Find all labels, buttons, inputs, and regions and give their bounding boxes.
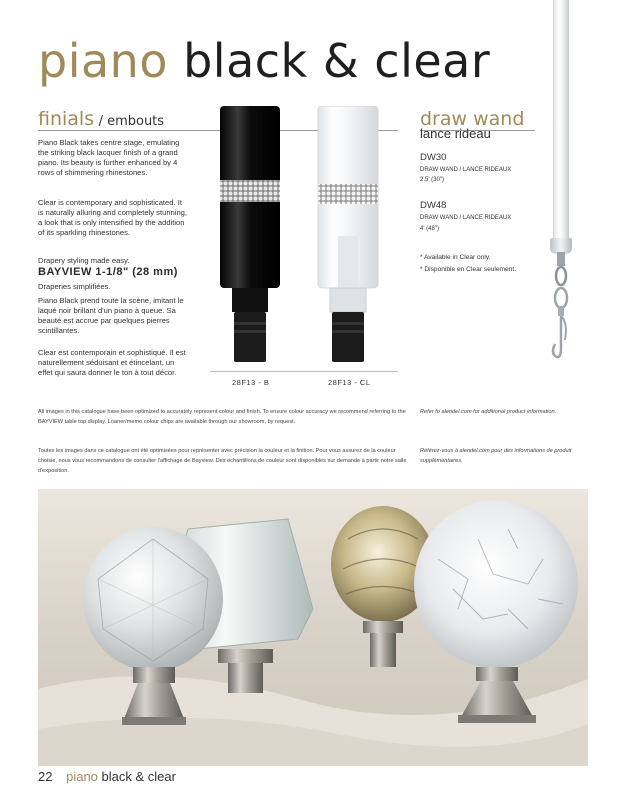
disclaimer-fr: Toutes les images dans ce catalogue ont été optimisées pour représenter avec précision la couleur et la finition. Pour vous assurez de la couleur choisie, nous vous recommandons de consulter l'affichage de Bayview. Des échantillons de couleur sont disponibles sur demande à partir notre salle d'exposition. (38, 448, 407, 474)
finials-styling-fr: Draperies simplifiées. (38, 282, 111, 291)
draw-wand-subtitle: lance rideau (420, 126, 491, 141)
dw30-size: 2.5' (30") (420, 177, 444, 183)
finials-styling-en: Drapery styling made easy. (38, 256, 130, 265)
bayview-size-label: BAYVIEW 1-1/8" (28 mm) (38, 266, 178, 278)
reference-note-en: Refer to alendel.com for additional product information. (420, 409, 557, 415)
finials-description-fr-2: Clear est contemporain et sophistiqué. Il est naturellement séduisant et étincelant, un effet qui saura donner le ton à tout décor. (38, 348, 186, 377)
product-code-clear: 28F13 - CL (328, 378, 371, 387)
finials-heading (38, 108, 164, 130)
finials-description-en-1: Piano Black takes centre stage, emulating the striking black lacquer finish of a grand piano. Its beauty is further enhanced by 4 rows of shimmering rhinestones. (38, 138, 180, 177)
finials-title: finials (38, 108, 95, 130)
draw-wand-title: draw wand (420, 108, 525, 130)
finials-lifestyle-photo (38, 489, 588, 766)
draw-wand-rod-image (553, 0, 569, 250)
page-title (38, 36, 490, 86)
dw48-size: 4' (48") (420, 226, 439, 232)
product-code-black: 28F13 - B (232, 378, 270, 387)
dw48-description: DRAW WAND / LANCE RIDEAUX (420, 215, 512, 221)
finial-clear-image (316, 106, 380, 368)
footer-word-black-clear: black & clear (101, 769, 176, 784)
footer-word-piano: piano (66, 769, 98, 784)
availability-note-fr: * Disponible en Clear seulement. (420, 266, 517, 273)
dw30-description: DRAW WAND / LANCE RIDEAUX (420, 167, 512, 173)
finials-description-en-2: Clear is contemporary and sophisticated. It is naturally alluring and completely stunning, a look that is only intensified by the addition of its sparkling rhinestones. (38, 198, 188, 237)
finials-description-fr-1: Piano Black prend toute la scène, imitant le laqué noir brillant d'un piano à queue. Sa beauté est accrue par quelques pierres scintillantes. (38, 296, 184, 335)
page-footer (38, 769, 176, 784)
title-word-black-clear: black & clear (183, 34, 491, 88)
disclaimer-en: All images in this catalogue have been optimized to accurately represent colour and finish. To ensure colour accuracy we recommend referring to the BAYVIEW table top display. Loaner/memo colour chips are available through our showroom, by request. (38, 409, 406, 425)
dw30-code: DW30 (420, 152, 447, 163)
dw48-code: DW48 (420, 200, 447, 211)
draw-wand-hook-icon (546, 252, 576, 372)
availability-note-en: * Available in Clear only. (420, 254, 491, 261)
product-divider (210, 371, 398, 372)
reference-note-fr: Référez-vous à alendel.com pour des informations de produit supplémentaires. (420, 448, 572, 464)
finials-subtitle: / embouts (98, 114, 165, 129)
title-word-piano: piano (38, 34, 168, 88)
page-number: 22 (38, 769, 53, 784)
finial-black-image (218, 106, 282, 368)
